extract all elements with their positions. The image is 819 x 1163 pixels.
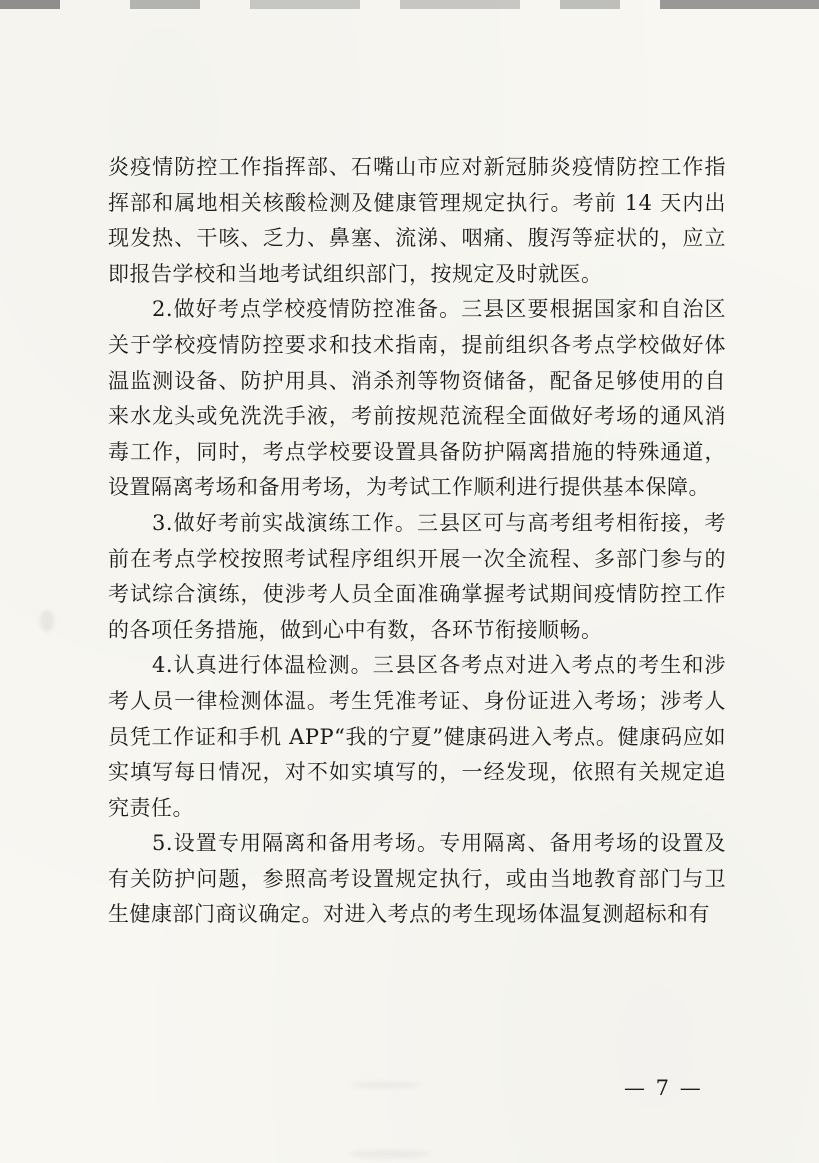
paragraph-section-2: 2.做好考点学校疫情防控准备。三县区要根据国家和自治区关于学校疫情防控要求和技术指南，提前组织各考点学校做好体温监测设备、防护用具、消杀剂等物资储备，配备足够使用的自来水龙头或免洗洗手液，考前按规范流程全面做好考场的通风消毒工作，同时，考点学校要设置具备防护隔离措施的特殊通道，设置隔离考场和备用考场，为考试工作顺利进行提供基本保障。 — [108, 297, 726, 500]
page-number: — 7 — — [624, 1076, 703, 1100]
paragraph-section-3: 3.做好考前实战演练工作。三县区可与高考组考相衔接，考前在考点学校按照考试程序组织开展一次全流程、多部门参与的考试综合演练，使涉考人员全面准确掌握考试期间疫情防控工作的各项任务措施，做到心中有数，各环节衔接顺畅。 — [108, 510, 726, 642]
scan-edge-artifact — [0, 0, 819, 16]
paragraph: 炎疫情防控工作指挥部、石嘴山市应对新冠肺炎疫情防控工作指挥部和属地相关核酸检测及健康管理规定执行。考前 14 天内出现发热、干咳、乏力、鼻塞、流涕、咽痛、腹泻等症状的，应立即报告学校和当地考试组织部门，按规定及时就医。 — [108, 155, 726, 286]
paragraph-section-4: 4.认真进行体温检测。三县区各考点对进入考点的考生和涉考人员一律检测体温。考生凭准考证、身份证进入考场；涉考人员凭工作证和手机 APP“我的宁夏”健康码进入考点。健康码应如实填写每日情况，对不如实填写的，一经发现，依照有关规定追究责任。 — [108, 653, 726, 820]
scan-smudge — [350, 1082, 420, 1088]
document-body — [108, 150, 726, 933]
scan-smudge — [40, 610, 54, 632]
scan-smudge — [350, 1150, 430, 1158]
paragraph-section-5: 5.设置专用隔离和备用考场。专用隔离、备用考场的设置及有关防护问题，参照高考设置规定执行，或由当地教育部门与卫生健康部门商议确定。对进入考点的考生现场体温复测超标和有 — [108, 831, 726, 927]
